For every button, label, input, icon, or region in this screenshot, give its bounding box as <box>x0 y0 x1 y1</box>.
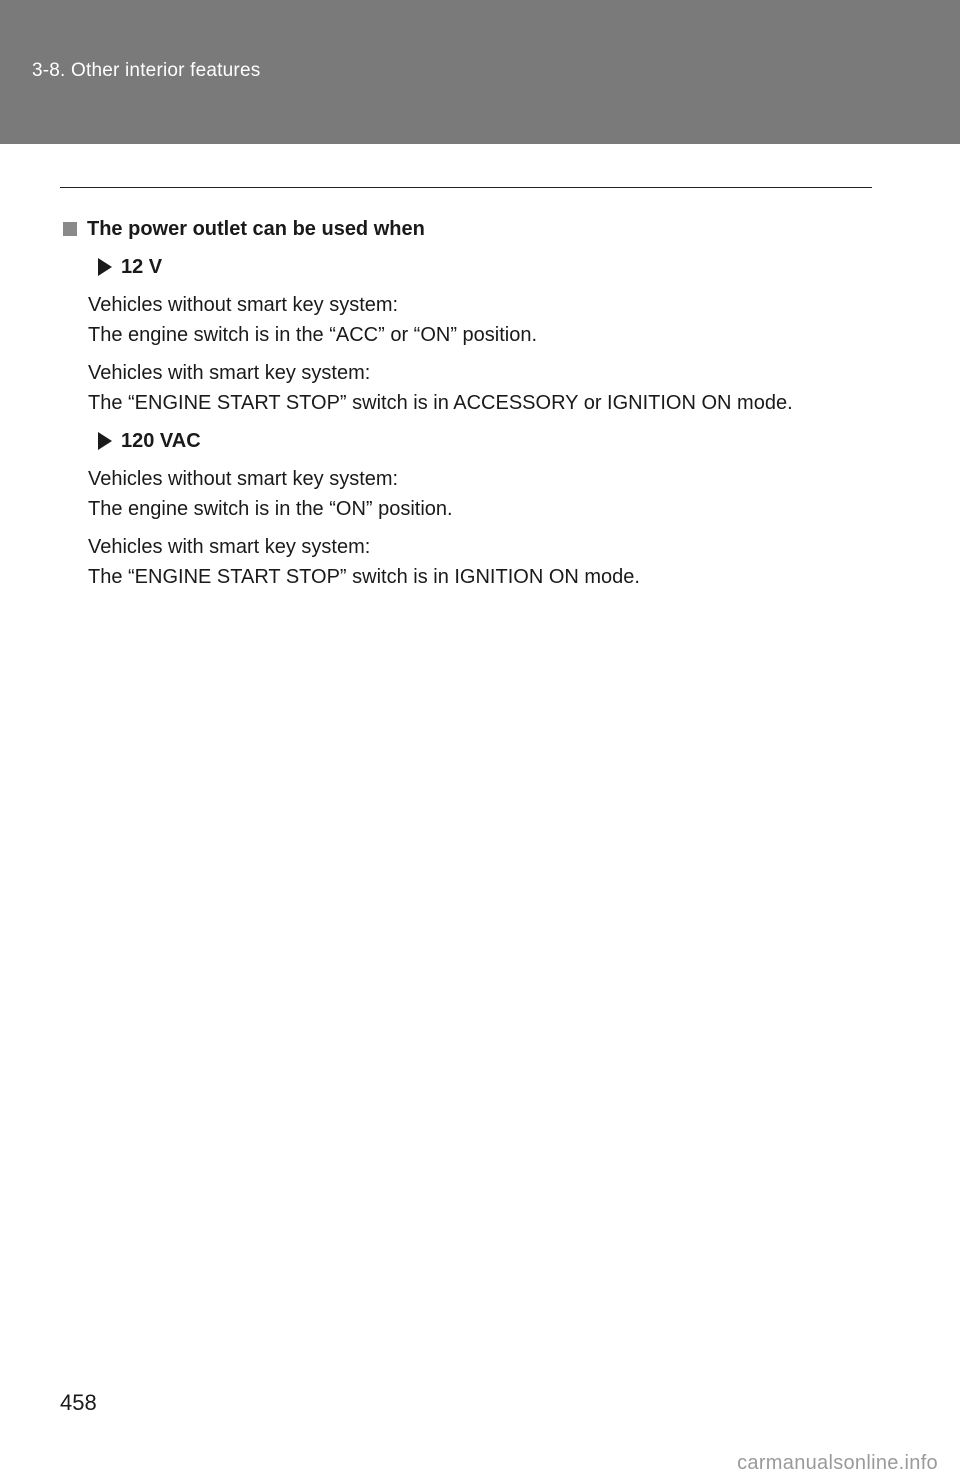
divider-line <box>60 187 872 188</box>
page-header <box>0 0 960 144</box>
topic-heading <box>60 214 864 244</box>
topic-heading-text: The power outlet can be used when <box>87 218 425 240</box>
paragraph <box>88 358 864 418</box>
triangle-bullet-icon <box>98 432 112 450</box>
bullet-12v <box>98 252 864 282</box>
condition-text: The engine switch is in the “ACC” or “ON” position. <box>88 324 538 346</box>
condition-text: The “ENGINE START STOP” switch is in ACCESSORY or IGNITION ON mode. <box>88 392 793 414</box>
bullet-label: 12 V <box>121 256 163 278</box>
condition-label: Vehicles with smart key system: <box>88 362 371 384</box>
condition-label: Vehicles without smart key system: <box>88 294 399 316</box>
condition-label: Vehicles with smart key system: <box>88 536 371 558</box>
bullet-120vac <box>98 426 864 456</box>
section-120vac <box>88 426 864 592</box>
paragraph <box>88 532 864 592</box>
condition-text: The “ENGINE START STOP” switch is in IGNITION ON mode. <box>88 566 640 588</box>
page-number: 458 <box>60 1390 97 1415</box>
section-title: 3-8. Other interior features <box>32 60 261 81</box>
square-bullet-icon <box>63 222 77 236</box>
condition-label: Vehicles without smart key system: <box>88 468 399 490</box>
section-12v <box>88 252 864 418</box>
watermark: carmanualsonline.info <box>737 1452 938 1474</box>
page-content <box>60 214 864 592</box>
paragraph <box>88 290 864 350</box>
condition-text: The engine switch is in the “ON” position. <box>88 498 453 520</box>
triangle-bullet-icon <box>98 258 112 276</box>
paragraph <box>88 464 864 524</box>
bullet-label: 120 VAC <box>121 430 201 452</box>
